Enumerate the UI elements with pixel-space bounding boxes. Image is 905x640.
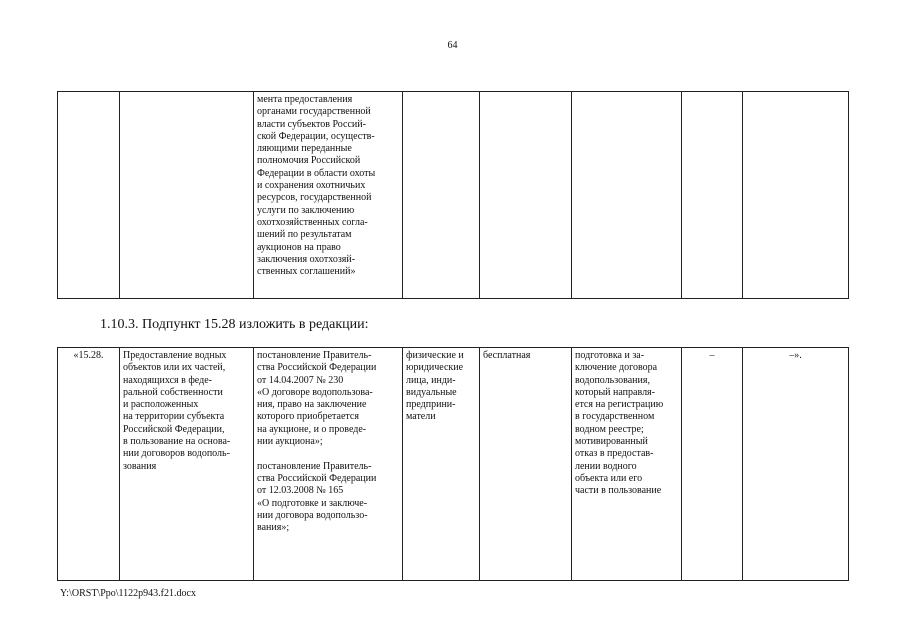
service-name-cell: Предоставление водных объектов или их частей, находящихся в феде- ральной собственности и расположенных на территории субъекта Российской Федерации, в пользование на основа- нии договоров водополь- зования bbox=[120, 348, 254, 581]
page-number: 64 bbox=[447, 40, 458, 51]
legal-basis-cell: постановление Правитель- ства Российской Федерации от 14.04.2007 № 230 «О договоре водопользова- ния, право на заключение которого приобретается на аукционе, и о проведе- нии аукциона»; постановление Правитель- ства Российской Федерации от 12.03.2008 № 165 «О подготовке и заключе- нии договора водопользо- вания»; bbox=[254, 348, 403, 581]
file-path-footer: Y:\ORST\Ppo\1122p943.f21.docx bbox=[60, 588, 196, 599]
dash-cell: – bbox=[682, 348, 743, 581]
closing-cell: –». bbox=[743, 348, 849, 581]
table-cell bbox=[572, 92, 682, 299]
table-row bbox=[58, 348, 849, 581]
result-cell: подготовка и за- ключение договора водопользования, который направля- ется на регистрацию в государственном водном реестре; мотивированный отказ в предостав- лении водного объекта или его части в пользование bbox=[572, 348, 682, 581]
table-row bbox=[58, 92, 849, 299]
continuation-table bbox=[57, 91, 849, 299]
applicants-cell: физические и юридические лица, инди- видуальные предприни- матели bbox=[403, 348, 480, 581]
table-cell bbox=[58, 92, 120, 299]
section-heading: 1.10.3. Подпункт 15.28 изложить в редакции: bbox=[100, 317, 369, 332]
item-number-cell: «15.28. bbox=[58, 348, 120, 581]
table-cell bbox=[743, 92, 849, 299]
table-cell bbox=[120, 92, 254, 299]
table-cell: мента предоставления органами государственной власти субъектов Россий- ской Федерации, осуществ- ляющими переданные полномочия Российской Федерации в области охоты и сохранения охотничьих ресурсов, государственной услуги по заключению охотхозяйственных согла- шений по результатам аукционов на право заключения охотхозяй- ственных соглашений» bbox=[254, 92, 403, 299]
table-cell bbox=[480, 92, 572, 299]
subpoint-table bbox=[57, 347, 849, 581]
table-cell bbox=[403, 92, 480, 299]
table-cell bbox=[682, 92, 743, 299]
fee-cell: бесплатная bbox=[480, 348, 572, 581]
